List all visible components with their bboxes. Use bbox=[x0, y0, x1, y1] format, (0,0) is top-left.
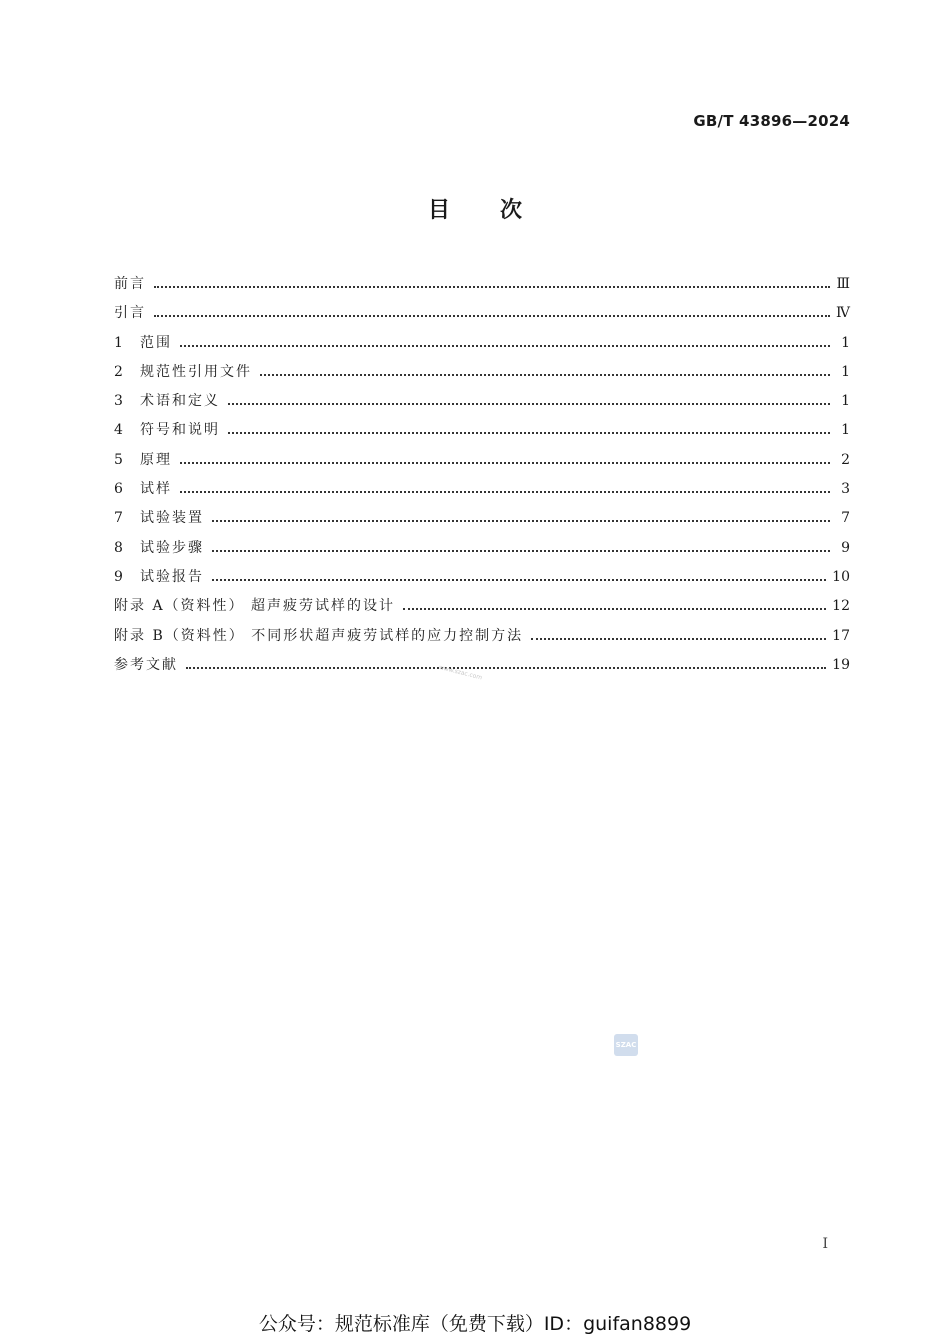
toc-entry-page: Ⅲ bbox=[836, 276, 850, 292]
toc-entry-page: 3 bbox=[841, 481, 850, 498]
page-number: I bbox=[822, 1236, 828, 1252]
toc-entry[interactable] bbox=[114, 565, 850, 594]
toc-entry-number: 6 bbox=[114, 481, 123, 498]
toc-entry-number: 5 bbox=[114, 451, 123, 468]
toc-entry-label: 符号和说明 bbox=[140, 422, 220, 439]
toc-entry[interactable] bbox=[114, 418, 850, 447]
toc-entry[interactable] bbox=[114, 389, 850, 418]
toc-leader-dots bbox=[186, 667, 826, 669]
toc-entry-page: 12 bbox=[832, 598, 850, 615]
toc-entry-number: 8 bbox=[114, 539, 123, 556]
toc-entry-page: 1 bbox=[841, 422, 850, 439]
toc-entry-label: 试验报告 bbox=[140, 568, 204, 585]
toc-entry[interactable] bbox=[114, 331, 850, 360]
toc-entry-number: 1 bbox=[114, 334, 123, 351]
footer-note: 公众号：规范标准库（免费下载）ID：guifan8899 bbox=[258, 1313, 692, 1335]
toc-leader-dots bbox=[531, 638, 826, 640]
toc-entry-page: 17 bbox=[832, 627, 850, 644]
toc-entry[interactable] bbox=[114, 536, 850, 565]
toc-entry-page: 19 bbox=[832, 656, 850, 673]
toc-entry-label: 原理 bbox=[140, 451, 172, 468]
toc-leader-dots bbox=[228, 432, 830, 434]
toc-entry-label: 试样 bbox=[140, 481, 172, 498]
toc-entry-label: 规范性引用文件 bbox=[140, 363, 252, 380]
watermark-url: www.szac.com bbox=[438, 664, 483, 682]
toc-entry-label: 前言 bbox=[114, 276, 146, 292]
toc-entry-label: 术语和定义 bbox=[140, 393, 220, 410]
toc-entry-label: 试验步骤 bbox=[140, 539, 204, 556]
toc-entry[interactable] bbox=[114, 360, 850, 389]
toc-entry-label: 参考文献 bbox=[114, 656, 178, 673]
toc-entry-page: 1 bbox=[841, 363, 850, 380]
toc-entry-page: 1 bbox=[841, 393, 850, 410]
toc-entry[interactable] bbox=[114, 594, 850, 623]
toc-leader-dots bbox=[260, 374, 830, 376]
toc-leader-dots bbox=[154, 315, 830, 317]
watermark-logo: SZAC bbox=[614, 1034, 638, 1056]
toc-leader-dots bbox=[403, 608, 826, 610]
toc-entry-number: 7 bbox=[114, 510, 123, 527]
toc-entry-label: 范围 bbox=[140, 334, 172, 351]
toc-entry[interactable] bbox=[114, 506, 850, 535]
toc-entry[interactable] bbox=[114, 624, 850, 653]
toc-entry-number: 4 bbox=[114, 422, 123, 439]
toc-entry-label: 引言 bbox=[114, 305, 146, 322]
toc-entry-page: 7 bbox=[841, 510, 850, 527]
toc-entry-number: 9 bbox=[114, 568, 123, 585]
page-title: 目次 bbox=[427, 198, 572, 223]
toc-leader-dots bbox=[180, 345, 830, 347]
toc-leader-dots bbox=[212, 520, 830, 522]
toc-entry[interactable] bbox=[114, 448, 850, 477]
toc-leader-dots bbox=[180, 462, 830, 464]
toc-entry-label: 附录 A（资料性） 超声疲劳试样的设计 bbox=[114, 598, 396, 615]
toc-leader-dots bbox=[212, 579, 826, 581]
toc-entry-page: 2 bbox=[841, 451, 850, 468]
toc-entry-number: 2 bbox=[114, 363, 123, 380]
toc-entry-number: 3 bbox=[114, 393, 123, 410]
toc-leader-dots bbox=[228, 403, 830, 405]
toc-leader-dots bbox=[180, 491, 830, 493]
toc-entry-page: 1 bbox=[841, 334, 850, 351]
toc-entry[interactable] bbox=[114, 477, 850, 506]
toc-entry-label: 试验装置 bbox=[140, 510, 204, 527]
toc-entry-page: 9 bbox=[841, 539, 850, 556]
toc-entry[interactable] bbox=[114, 301, 850, 330]
toc-entry-page: 10 bbox=[832, 568, 850, 585]
toc-leader-dots bbox=[212, 550, 830, 552]
toc-leader-dots bbox=[154, 286, 830, 288]
standard-number: GB/T 43896—2024 bbox=[693, 112, 850, 130]
toc-entry[interactable] bbox=[114, 272, 850, 301]
table-of-contents bbox=[114, 272, 850, 682]
toc-entry-label: 附录 B（资料性） 不同形状超声疲劳试样的应力控制方法 bbox=[114, 627, 524, 644]
toc-entry[interactable] bbox=[114, 653, 850, 682]
toc-entry-page: Ⅳ bbox=[836, 305, 850, 322]
